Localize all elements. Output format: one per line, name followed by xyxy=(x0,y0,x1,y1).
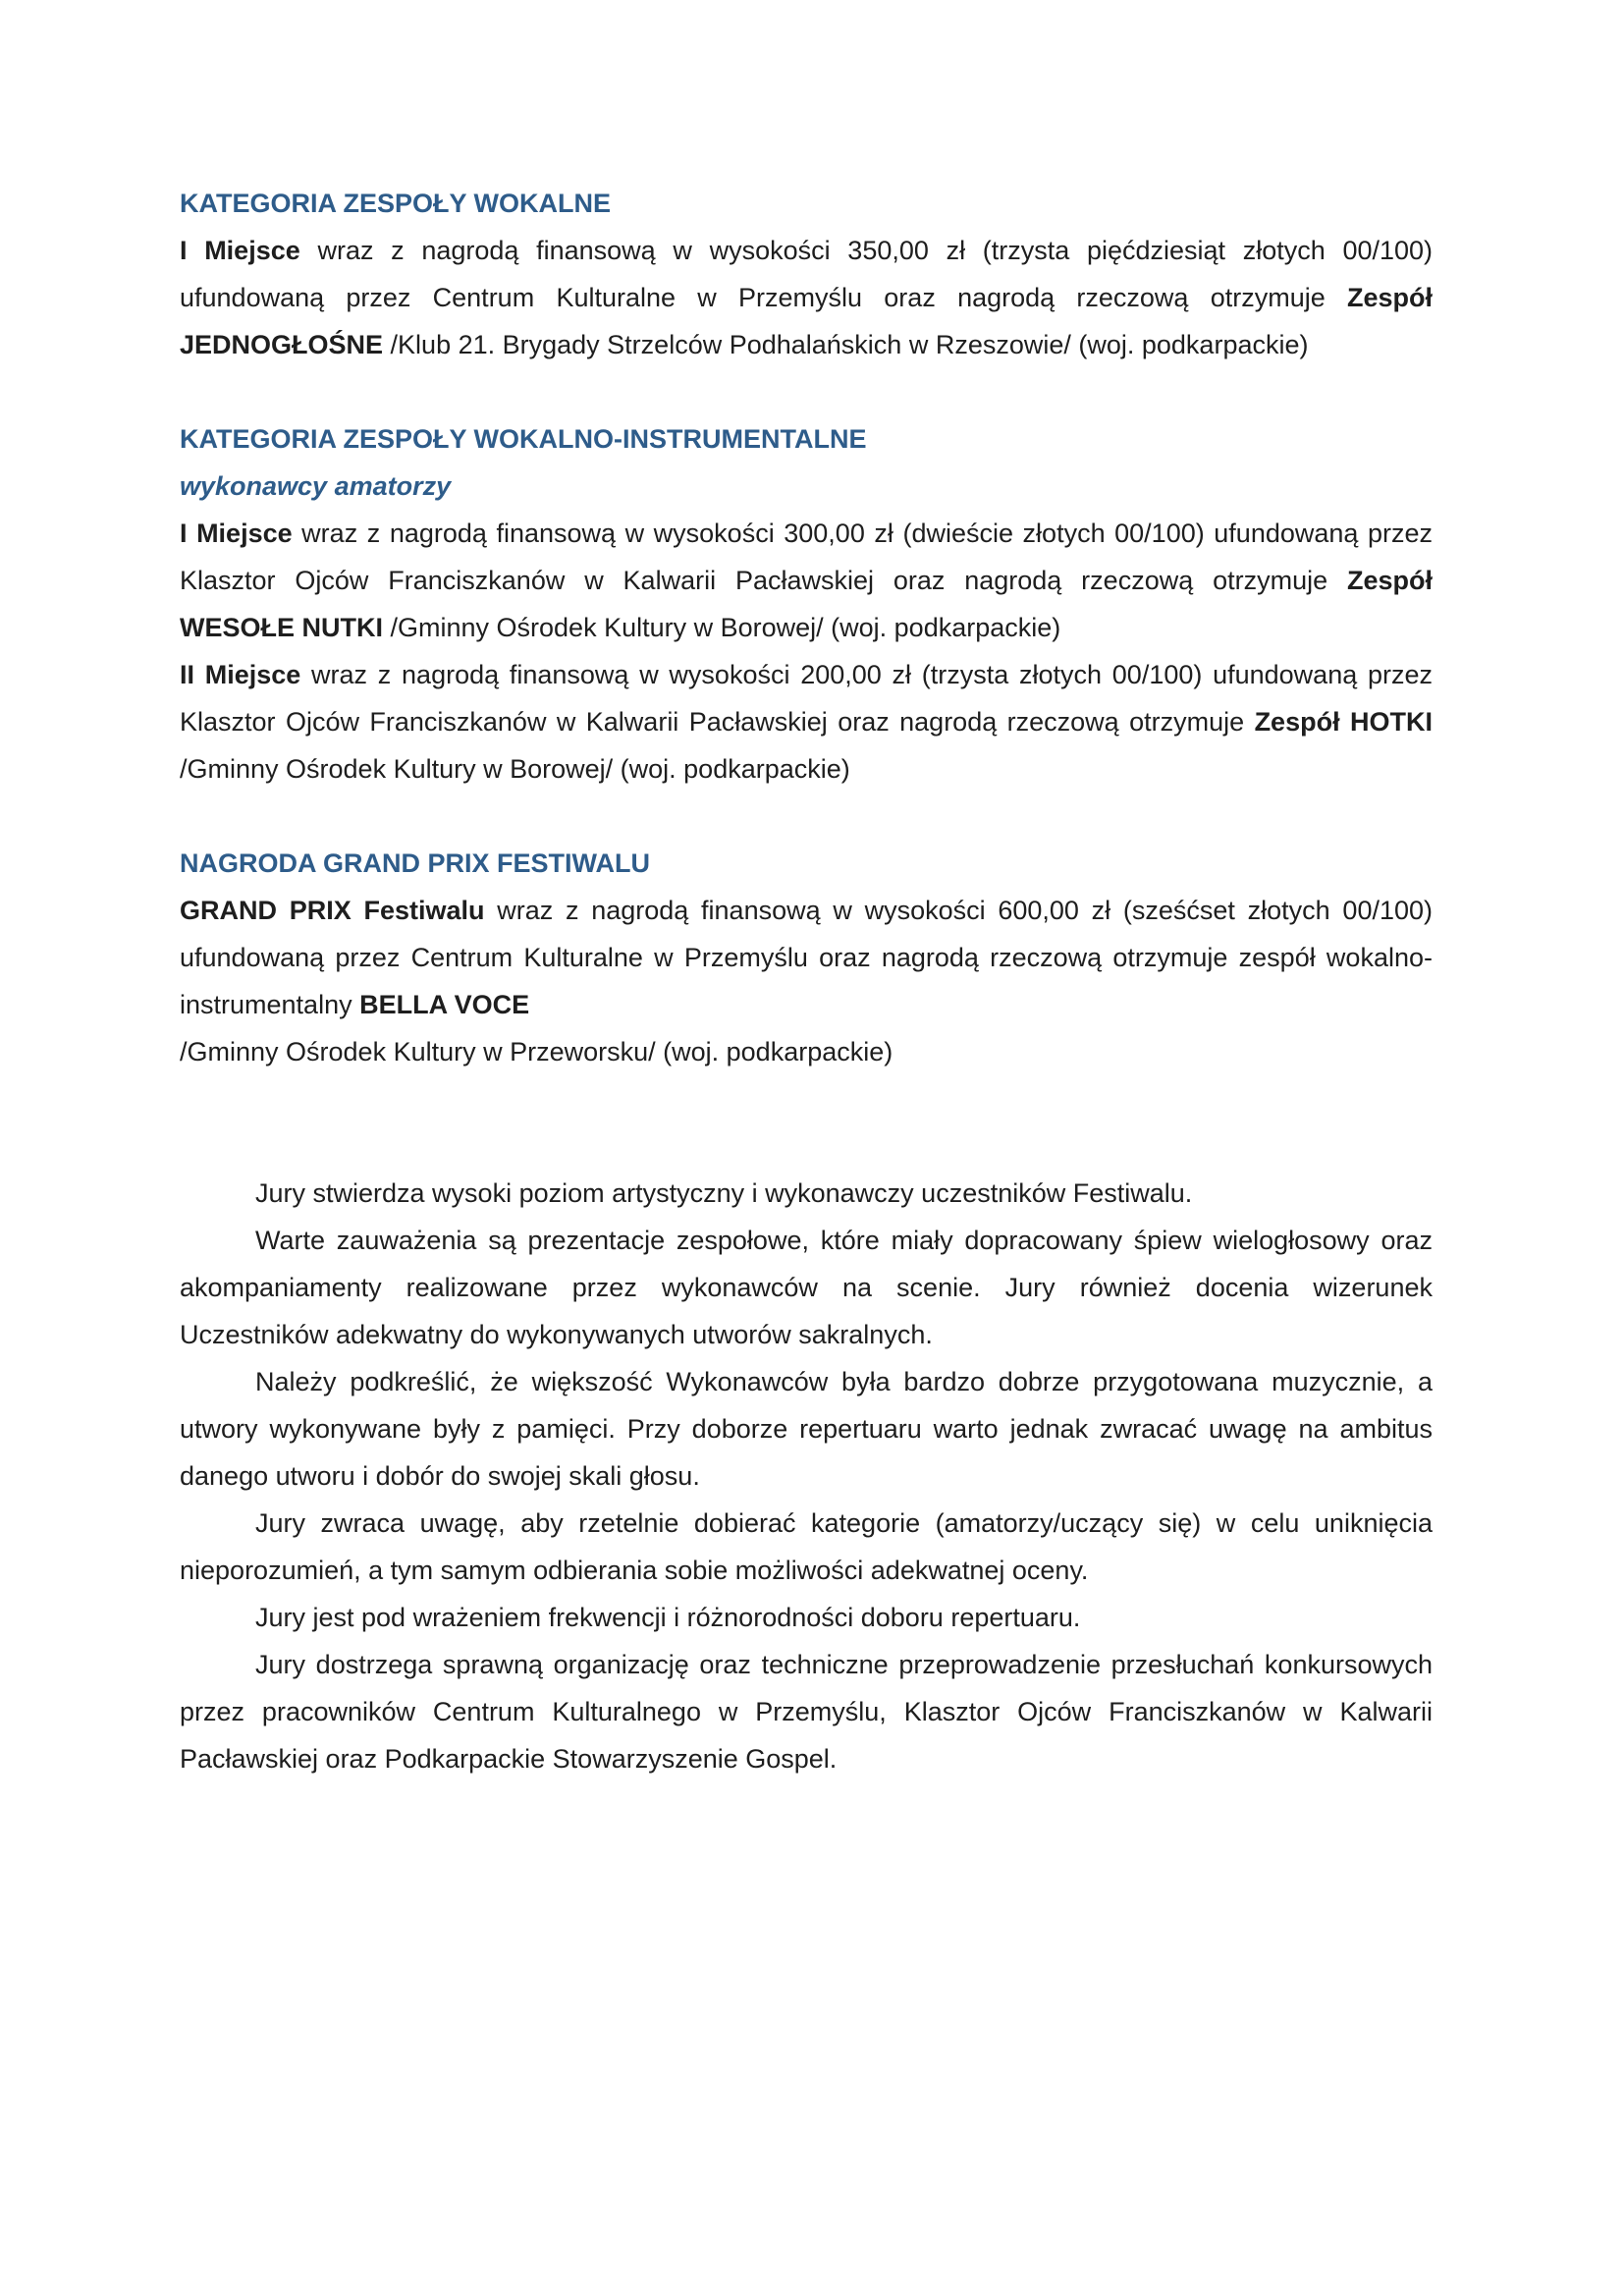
jury-paragraph: Jury jest pod wrażeniem frekwencji i różnorodności doboru repertuaru. xyxy=(255,1603,1081,1632)
spacer xyxy=(180,368,1433,415)
winner-name: Zespół JEDNOGŁOŚNE xyxy=(180,283,1433,359)
award-grand-prix xyxy=(180,887,1433,1028)
jury-statement xyxy=(180,1170,1433,1782)
award-text: wraz z nagrodą finansową w wysokości 350,00 zł (trzysta pięćdziesiąt złotych 00/100) ufundowaną przez Centrum Kulturalne w Przemyślu oraz nagrodą rzeczową otrzymuje xyxy=(180,236,1434,312)
jury-paragraph: Jury dostrzega sprawną organizację oraz techniczne przeprowadzenie przesłuchań konkursowych przez pracowników Centrum Kulturalnego w Przemyślu, Klasztor Ojców Franciszkanów w Kalwarii Pacławskiej oraz Podkarpackie Stowarzyszenie Gospel. xyxy=(180,1650,1433,1774)
award-text: wraz z nagrodą finansową w wysokości 600,00 zł (sześćset złotych 00/100) ufundowaną przez Centrum Kulturalne w Przemyślu oraz nagrodą rzeczową otrzymuje zespół wokalno-instrumentalny xyxy=(180,896,1433,1019)
section-heading-vocal: KATEGORIA ZESPOŁY WOKALNE xyxy=(180,189,612,218)
spacer xyxy=(180,1075,1433,1170)
award-text: wraz z nagrodą finansową w wysokości 300,00 zł (dwieście złotych 00/100) ufundowaną przez Klasztor Ojców Franciszkanów w Kalwarii Pacławskiej oraz nagrodą rzeczową otrzymuje xyxy=(180,519,1434,595)
award-vocal-first xyxy=(180,227,1433,368)
winner-name: BELLA VOCE xyxy=(359,990,530,1019)
award-text: /Gminny Ośrodek Kultury w Borowej/ (woj. podkarpackie) xyxy=(383,613,1061,642)
place-label: II Miejsce xyxy=(180,660,301,689)
winner-name: Zespół WESOŁE NUTKI xyxy=(180,566,1433,642)
place-label: I Miejsce xyxy=(180,519,293,548)
section-subheading-amateurs: wykonawcy amatorzy xyxy=(180,471,452,501)
section-heading-grand-prix: NAGRODA GRAND PRIX FESTIWALU xyxy=(180,848,650,878)
spacer xyxy=(180,793,1433,840)
award-text: wraz z nagrodą finansową w wysokości 200,00 zł (trzysta złotych 00/100) ufundowaną przez Klasztor Ojców Franciszkanów w Kalwarii Pacławskiej oraz nagrodą rzeczową otrzymuje xyxy=(180,660,1433,737)
jury-paragraph: Należy podkreślić, że większość Wykonawców była bardzo dobrze przygotowana muzycznie, a utwory wykonywane były z pamięci. Przy doborze repertuaru warto jednak zwracać uwagę na ambitus danego utworu i dobór do swojej skali głosu. xyxy=(180,1367,1433,1491)
jury-paragraph: Jury zwraca uwagę, aby rzetelnie dobierać kategorie (amatorzy/uczący się) w celu uniknięcia nieporozumień, a tym samym odbierania sobie możliwości adekwatnej oceny. xyxy=(180,1508,1433,1585)
section-heading-vocal-instrumental: KATEGORIA ZESPOŁY WOKALNO-INSTRUMENTALNE xyxy=(180,424,867,454)
award-vi-first xyxy=(180,510,1433,651)
jury-paragraph: Warte zauważenia są prezentacje zespołowe, które miały dopracowany śpiew wielogłosowy oraz akompaniamenty realizowane przez wykonawców na scenie. Jury również docenia wizerunek Uczestników adekwatny do wykonywanych utworów sakralnych. xyxy=(180,1226,1433,1349)
winner-name: Zespół HOTKI xyxy=(1254,707,1433,737)
jury-paragraph: Jury stwierdza wysoki poziom artystyczny i wykonawczy uczestników Festiwalu. xyxy=(255,1178,1193,1208)
award-text: /Klub 21. Brygady Strzelców Podhalańskich w Rzeszowie/ (woj. podkarpackie) xyxy=(383,330,1309,359)
award-grand-prix-affiliation: /Gminny Ośrodek Kultury w Przeworsku/ (woj. podkarpackie) xyxy=(180,1037,893,1066)
award-label: GRAND PRIX Festiwalu xyxy=(180,896,485,925)
award-vi-second xyxy=(180,651,1433,793)
award-text: /Gminny Ośrodek Kultury w Borowej/ (woj. podkarpackie) xyxy=(180,754,850,784)
place-label: I Miejsce xyxy=(180,236,300,265)
